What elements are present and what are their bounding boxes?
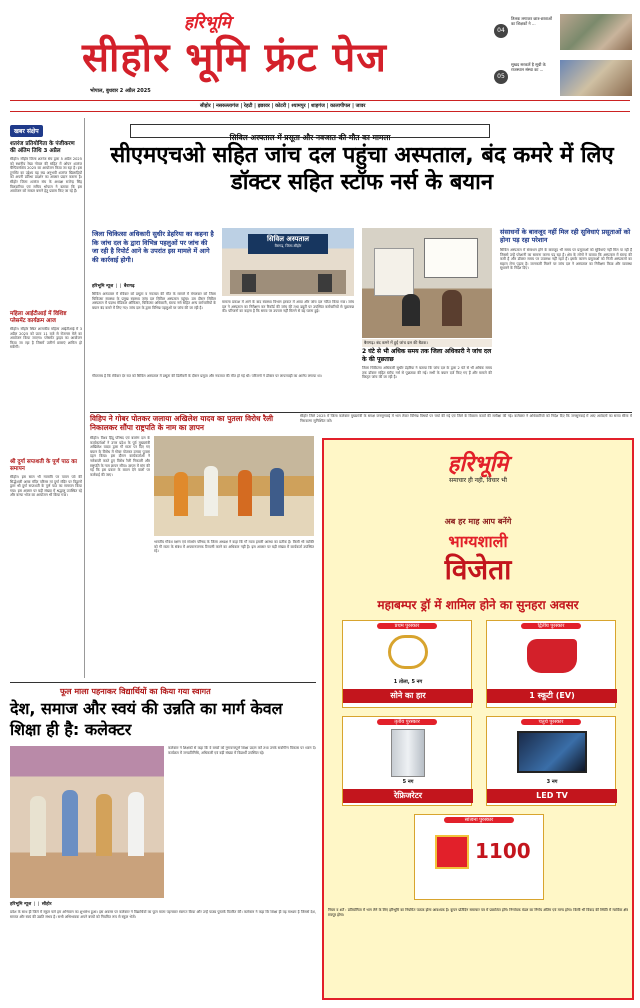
teaser-photo [560, 14, 632, 50]
city-link[interactable]: | नसरुल्लागंज [210, 103, 239, 109]
prize-name: LED TV [487, 789, 617, 803]
lead-deck: जिला चिकित्सा अधिकारी सुधीर डेहरिया का कहना है कि जांच दल के द्वारा विभिन्न पहलुओं पर जांच की जा रही है रिपोर्ट आने के उपरांत इस मामले में आगे की कार्रवाई होगी। [92, 230, 214, 264]
teaser-text[interactable]: सुखद सरकारें है सूची के राजस्थान संस्था का ... [511, 62, 546, 72]
brief-headline[interactable]: शतरंज प्रतियोगिता के पंजीकरण की अंतिम तिथि 3 अप्रैल [10, 141, 75, 154]
story3-body: कलेक्टर ने शिक्षकों से कहा कि वे बच्चों को गुणवत्तापूर्ण शिक्षा प्रदान करें तथा उनके सर्वांगीण विकास पर ध्यान दें। कार्यक्रम में जनप्रतिनिधि, अधिकारी एवं बड़ी संख्या में विद्यार्थी उपस्थित रहे। [168, 746, 316, 755]
lead-byline: हरिभूमि न्यूज ❘❘ बैरागढ़ [92, 284, 135, 289]
ad-brand: हरिभूमि [447, 452, 509, 477]
column-divider [84, 118, 85, 678]
city-link[interactable]: सीहोर [200, 103, 211, 109]
ad-pre: अब हर माह आप बनेंगे [444, 517, 512, 526]
city-link[interactable]: | श्यामपुर [286, 103, 306, 109]
city-link[interactable]: | रेहटी [238, 103, 253, 109]
brief-body: सीहोर। सीहोर स्थित शासकीय महिला आईटीआई में 3 अप्रैल 2025 को प्रातः 11 बजे से रोजगार मेले का आयोजन किया जाएगा। प्लेसमेंट ड्राइव का आयोजन किया जा रहा है जिसमें उत्तीर्ण छात्राएं शामिल हो सकेंगी। [10, 327, 82, 350]
hospital-photo [222, 228, 354, 296]
brief-body: सीहोर। सीहोर जिला शतरंज संघ द्वारा 5 अप्रैल 2025 को स्थानीय रेखा नोवल की सहित में ओपन शतरंज चैम्पियनशिप 2025 का आयोजन किया जा रहा है। इस टूर्नामेंट का उद्देश्य यह रख अनुभवी शतरंज खिलाड़ियों को अपनी प्रतिभा प्रदर्शन का अवसर प्रदान कराना है। सीहोर जिला शतरंज संघ के अध्यक्ष राजेन्द्र सिंह विलदारिया एवं सचिव भोपाल ने बताया कि इस आयोजन को सफल बनाने हेतु प्रयास किए जा रहे हैं। [10, 157, 82, 194]
lead-body: गौरतलब है कि रविवार देर रात को सिविल अस्पताल में प्रसूता की डिलीवरी के दौरान प्रसूता और नवजात की मौत हो गई थी। परिजनों ने डॉक्टर पर लापरवाही का आरोप लगाया था। [92, 374, 322, 378]
ad-winner-1: भाग्यशाली [448, 532, 508, 551]
consolation-box [414, 814, 544, 900]
masthead [82, 8, 482, 88]
page-title: सीहोर भूमि फ्रंट पेज [82, 35, 387, 81]
city-link[interactable]: | कोटरी [269, 103, 287, 109]
lead-kicker: सिविल अस्पताल में प्रसूता और नवजात की मौत का मामला [229, 133, 391, 142]
prize-box [486, 716, 616, 806]
news-brief-sidebar [10, 118, 82, 678]
teaser-number: 05 [494, 70, 508, 84]
city-link[interactable]: | कालापीपल [324, 103, 351, 109]
ad-winner-2: विजेता [444, 553, 512, 586]
city-link[interactable]: | इछावर [252, 103, 270, 109]
sidebar-label: खबर संक्षेप [10, 125, 43, 137]
prize-rank: चतुर्थ पुरस्कार [521, 719, 581, 725]
consolation-label: सांत्वना पुरस्कार [444, 817, 514, 823]
city-link[interactable]: | जावर [350, 103, 366, 109]
right-body: सिविल अस्पताल में संसाधन होने के बावजूद भी समय पर प्रसूताओं को सुविधाएं नहीं मिल पा रही हैं जिससे उन्हें परेशानी का सामना करना पड़ रहा है। क्षेत्र के लोगों ने बताया कि अस्पताल में स्टाफ की कमी है और डॉक्टर समय पर उपलब्ध नहीं रहते हैं। इसके कारण प्रसूताओं को निजी अस्पतालों का सहारा लेना पड़ता है। जानकारी मिलने पर जांच दल ने अस्पताल का निरीक्षण किया और व्यवस्था सुधारने के निर्देश दिए। [500, 248, 632, 271]
prize-box [342, 716, 472, 806]
lucky-draw-ad [322, 438, 634, 1000]
lead-body: सिविल अस्पताल में रविवार को प्रसूता व नवजात की मौत के मामले में मंगलवार को जिला चिकित्सा स्वास्थ्य के प्रमुख स्वास्थ्य जांच दल सिविल अस्पताल पहुंचा। उस दौरान सिविल अस्पताल में पदस्थ मेडिकल ऑफिसर, चिकित्सा अधिकारी, स्टाफ नर्स सहित अन्य कर्मचारियों के बयान बंद कमरे में लिए गए। जांच दल के द्वारा विभिन्न पहलुओं पर जांच की जा रही है। [92, 292, 216, 310]
story2-headline[interactable]: विहिप ने गोबर पोतकर जलाया अखिलेश यादव का पुतला विरोध रैली निकालकर सौंपा राष्ट्रपति के नाम का ज्ञापन [90, 414, 274, 433]
meeting-photo [362, 228, 492, 338]
ad-tagline: समाचार ही नहीं, विचार भी [449, 477, 507, 484]
city-bar [10, 100, 630, 112]
teaser-box [494, 12, 634, 100]
protest-photo [154, 436, 314, 536]
teaser-number: 04 [494, 24, 508, 38]
city-list [200, 103, 365, 109]
lead-body: मामला प्रकाश में आने के बाद स्वास्थ्य विभाग हरकत में आया और जांच दल गठित किया गया। जांच दल ने अस्पताल का निरीक्षण कर रिकॉर्ड की जांच की तथा ड्यूटी पर उपस्थित कर्मचारियों से पूछताछ की। परिजनों का कहना है कि समय पर उपचार नहीं मिलने से यह घटना हुई। [222, 300, 354, 314]
prize-rank: प्रथम पुरस्कार [377, 623, 437, 629]
city-link[interactable]: | शाहगंज [305, 103, 325, 109]
sub-body: जिला चिकित्सा अधिकारी सुधीर डेहरिया ने बताया कि जांच दल के द्वारा 2 घंटे से भी अधिक समय तक डॉक्टर सहित स्टॉफ नर्स से पूछताछ की गई। सभी के बयान दर्ज किए गए हैं और मामले की विस्तृत जांच की जा रही है। [362, 366, 492, 380]
brief-body: सीहोर। इस साल भी नवरात्रि पर पावन पर्व की सिद्धेश्वरी अम्बा मंदिर परिसर मां दुर्गा मंदिर पर विद्वानों द्वारा श्री दुर्गा सप्तशती के पूर्ण पाठ का समापन किया गया। इस अवसर पर बड़ी संख्या में श्रद्धालु उपस्थित रहे और कन्या भोज का आयोजन भी किया गया। [10, 475, 82, 498]
ad-banner: महाबम्पर ड्रॉ में शामिल होने का सुनहरा अवसर [377, 598, 579, 612]
brief-headline[interactable]: श्री दुर्गा सप्तशती के पूर्ण पाठ का समापन [10, 459, 77, 472]
prize-name: 1 स्कूटी (EV) [487, 689, 617, 703]
prize-box [342, 620, 472, 708]
story3-headline[interactable]: देश, समाज और स्वयं की उन्नति का मार्ग केवल शिक्षा ही है: कलेक्टर [10, 699, 283, 739]
story3-byline: हरिभूमि न्यूज ❘❘ सीहोर [10, 902, 52, 907]
ad-rules: नियम व शर्तें : प्रतियोगिता में भाग लेने के लिए हरिभूमि का नियमित पाठक होना आवश्यक है। कूपन प्रतिदिन समाचार पत्र में प्रकाशित होंगे। निर्णायक मंडल का निर्णय अंतिम एवं मान्य होगा। किसी भी विवाद की स्थिति में न्यायिक क्षेत्र रायपुर होगा। [328, 908, 628, 917]
prize-sub: 1 तोला, 5 नग [393, 679, 423, 685]
right-headline[interactable]: संसाधनों के बावजूद नहीं मिल रही सुविधाएं प्रसूताओं को होना पड़ रहा परेशान [500, 228, 631, 245]
sub-headline[interactable]: 2 घंटे से भी अधिक समय तक जिला अधिकारी ने जांच दल के की पूछताछ [362, 348, 492, 363]
consolation-count: 1100 [475, 839, 531, 863]
story3-body: प्रवेश के साथ ही जिले में स्कूल चले हम अभियान का शुभारंभ हुआ। इस अवसर पर कलेक्टर ने विद्यार्थियों का फूल माला पहनाकर स्वागत किया और उन्हें पाठ्य पुस्तकें वितरित कीं। कलेक्टर ने कहा कि शिक्षा ही वह माध्यम है जिससे देश, समाज और स्वयं की उन्नति संभव है। सभी अभिभावक अपने बच्चों को नियमित रूप से स्कूल भेजें। [10, 910, 316, 919]
story2-body: सीहोर। विश्व हिंदू परिषद एवं बजरंग दल के कार्यकर्ताओं ने उत्तर प्रदेश के पूर्व मुख्यमंत्री अखिलेश यादव द्वारा गौ माता पर दिए गए बयान के विरोध में गोबर पोतकर उनका पुतला दहन किया। इस दौरान कार्यकर्ताओं ने नारेबाजी करते हुए विरोध रैली निकाली और राष्ट्रपति के नाम ज्ञापन सौंपा। ज्ञापन में मांग की गई कि इस प्रकार के बयान देने वालों पर कार्रवाई की जाए। [90, 436, 150, 477]
teaser-text[interactable]: तिलक लगाकर छात्र-छात्राओं का शिक्षकों ने ... [511, 16, 553, 26]
hospital-sign: सिविल अस्पताल बैरागढ़, जिला-सीहोर [248, 234, 328, 254]
prize-sub: 3 नग [546, 779, 558, 785]
brand-logo: हरिभूमि [184, 13, 231, 33]
prize-sub: 5 नग [402, 779, 414, 785]
dateline: भोपाल, बुधवार 2 अप्रैल 2025 [90, 88, 151, 94]
lead-kicker-box [130, 124, 490, 142]
prize-rank: तृतीय पुरस्कार [377, 719, 437, 725]
story2-body: भारतीय गौवंश रक्षण एवं संवर्धन परिषद के जिला अध्यक्ष ने कहा कि गौ माता हमारी आस्था का प्रतीक है। किसी भी व्यक्ति को गौ माता के संबंध में अपमानजनक टिप्पणी करने का अधिकार नहीं है। इस अवसर पर बड़ी संख्या में कार्यकर्ता उपस्थित रहे। [154, 540, 314, 554]
school-photo [10, 746, 164, 898]
prize-name: सोने का हार [343, 689, 473, 703]
teaser-photo [560, 60, 632, 96]
brief-headline[interactable]: महिला आईटीआई में विशिष्ट प्लेसमेंट कार्यक्रम आज [10, 311, 67, 324]
lead-headline[interactable]: सीएमएचओ सहित जांच दल पहुंचा अस्पताल, बंद कमरे में लिए डॉक्टर सहित स्टॉफ नर्स के बयान [110, 143, 614, 195]
news-strip: सीहोर जिले 2025 में जिला कलेक्टर मुख्यमंत्री के समक्ष जनसुनवाई में भाग लेकर विभिन्न विषयों पर चर्चा की गई एवं जिले के विकास कार्यों की समीक्षा की गई। कलेक्टर ने अधिकारियों को निर्देश दिए कि जनसुनवाई में आए आवेदनों का समय सीमा में निराकरण सुनिश्चित करें। [300, 414, 632, 423]
prize-box [486, 620, 616, 708]
photo-caption: बैरागढ़। बंद कमरे में हुई जांच दल की बैठक। [362, 339, 492, 347]
prize-rank: द्वितीय पुरस्कार [521, 623, 581, 629]
story3-kicker: फूल माला पहनाकर विद्यार्थियों का किया गया स्वागत [60, 687, 211, 696]
prize-name: रेफ्रिजरेटर [343, 789, 473, 803]
